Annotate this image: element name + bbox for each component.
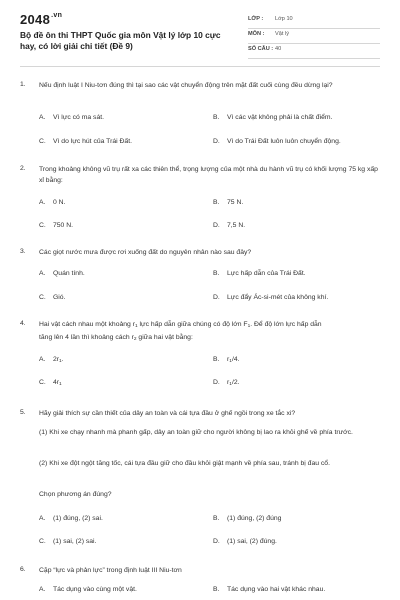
meta-value: Vật lý [275, 31, 289, 37]
question-text: Hai vật cách nhau một khoảng $r_1$ lực hấp dẫn giữa chúng có độ lớn $F_1$. Để độ lớn lực hấp dẫn tăng lên 4 lần thì khoảng cách $r_2$ giữa hai vật bằng: [39, 321, 322, 342]
answer-option-a[interactable]: A. (1) đúng, (2) sai. [39, 515, 103, 522]
question-prompt: Chọn phương án đúng? [39, 491, 112, 498]
answer-option-b[interactable]: B. $r_1/4$. [213, 356, 240, 364]
question-text: Các giọt nước mưa được rơi xuống đất do nguyên nhân nào sau đây? [39, 249, 252, 256]
header-divider [20, 66, 380, 67]
answer-option-b[interactable]: B. Lực hấp dẫn của Trái Đất. [213, 270, 306, 277]
question-number: 1. [20, 81, 26, 88]
answer-option-b[interactable]: B. Vì các vật không phải là chất điểm. [213, 114, 333, 121]
question-number: 4. [20, 320, 26, 327]
meta-label: SỐ CÂU : [248, 46, 274, 52]
answer-option-b[interactable]: B. Tác dụng vào hai vật khác nhau. [213, 586, 326, 593]
question-number: 2. [20, 165, 26, 172]
question-text: Hãy giải thích sự cần thiết của dây an toàn và cái tựa đầu ở ghế ngồi trong xe tắc xi? [39, 410, 296, 417]
meta-label: MÔN : [248, 31, 265, 37]
answer-option-d[interactable]: D. Vì do Trái Đất luôn luôn chuyển động. [213, 138, 341, 145]
meta-label: LỚP : [248, 16, 264, 22]
answer-option-d[interactable]: D. (1) sai, (2) đúng. [213, 538, 277, 545]
site-logo[interactable]: $2048^{.vn}$ [20, 12, 63, 27]
answer-option-a[interactable]: A. Vì lực có ma sát. [39, 114, 105, 121]
meta-value: 40 [275, 46, 282, 52]
question-number: 6. [20, 566, 26, 573]
answer-option-a[interactable]: A. Tác dụng vào cùng một vật. [39, 586, 137, 593]
question-number: 5. [20, 409, 26, 416]
question-number: 3. [20, 248, 26, 255]
meta-row-class [248, 14, 380, 29]
answer-option-c[interactable]: C. Vì do lực hút của Trái Đất. [39, 138, 132, 145]
document-meta [248, 14, 380, 59]
answer-option-a[interactable]: A. 0 N. [39, 199, 66, 206]
question-text: Cặp “lực và phản lực” trong định luật III Niu-tơn [39, 567, 182, 574]
question-text: Trong khoảng không vũ trụ rất xa các thiên thể, trọng lượng của một nhà du hành vũ trụ có khối lượng 75 kg xấp xỉ bằng: [39, 166, 378, 184]
answer-option-d[interactable]: D. $r_1/2$. [213, 379, 240, 387]
answer-option-a[interactable]: A. $2r_1$. [39, 356, 64, 364]
answer-option-c[interactable]: C. 750 N. [39, 222, 74, 229]
answer-option-d[interactable]: D. Lực đẩy Ác-si-mét của không khí. [213, 294, 329, 301]
meta-row-count [248, 44, 380, 59]
document-header [20, 12, 380, 58]
document-title: Bộ đề ôn thi THPT Quốc gia môn Vật lý lớp 10 cực hay, có lời giải chi tiết (Đề 9) [20, 30, 221, 51]
question-statement-2: (2) Khi xe đột ngột tăng tốc, cái tựa đầu giữ cho đầu khỏi giật mạnh về phía sau, tránh bị đau cổ. [39, 460, 330, 467]
answer-option-b[interactable]: B. 75 N. [213, 199, 244, 206]
question-statement-1: (1) Khi xe chạy nhanh mà phanh gấp, dây an toàn giữ cho người không bị lao ra khỏi ghế về phía trước. [39, 429, 353, 436]
answer-option-b[interactable]: B. (1) đúng, (2) đúng [213, 515, 282, 522]
answer-option-d[interactable]: D. 7,5 N. [213, 222, 246, 229]
answer-option-c[interactable]: C. (1) sai, (2) sai. [39, 538, 97, 545]
answer-option-c[interactable]: C. Gió. [39, 294, 66, 301]
question-text: Nếu định luật I Niu-tơn đúng thì tại sao các vật chuyển động trên mặt đất cuối cùng đều dừng lại? [39, 82, 333, 89]
meta-value: Lớp 10 [275, 16, 293, 22]
answer-option-c[interactable]: C. $4r_1$ [39, 379, 62, 387]
meta-row-subject [248, 29, 380, 44]
answer-option-a[interactable]: A. Quán tính. [39, 270, 85, 277]
